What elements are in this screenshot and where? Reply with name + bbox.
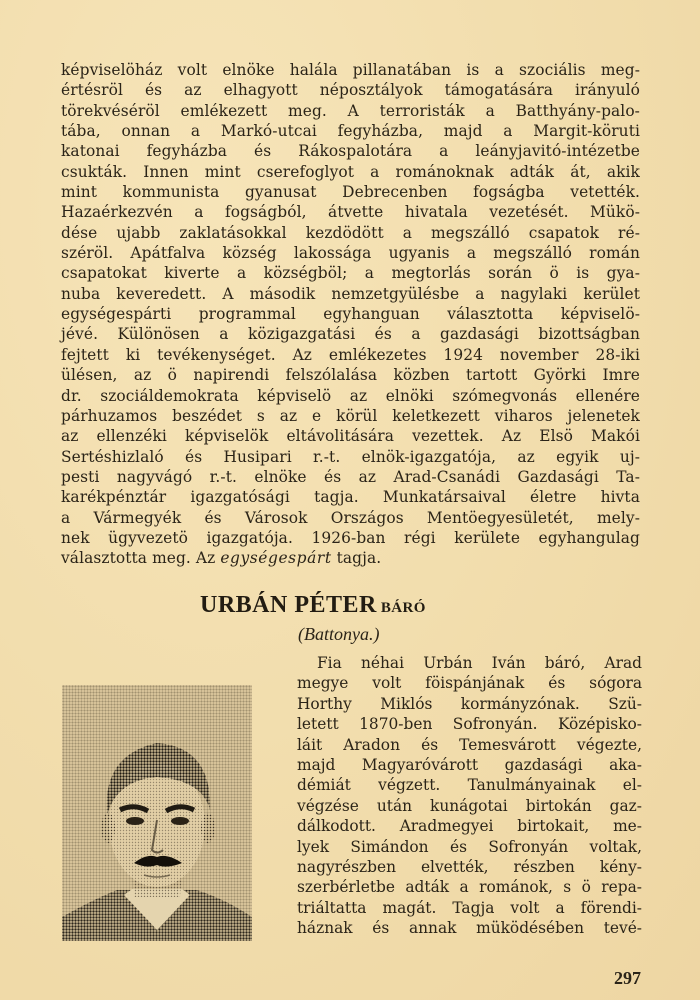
last-line-suffix: tagja. <box>331 549 382 568</box>
bio-line: lyek Simándon és Sofronyán voltak, <box>297 837 642 856</box>
portrait-figure-icon <box>62 685 252 941</box>
previous-entry-text <box>61 60 640 569</box>
text-line: dr. szociáldemokrata képviselö az elnöki szómegvonás ellenére <box>61 386 640 405</box>
bio-line: szerbérletbe adták a románok, s ö repa- <box>297 878 642 897</box>
text-line: ülésen, az ö napirendi felszólalása közben tartott Györki Imre <box>61 366 640 385</box>
text-line: katonai fegyházba és Rákospalotára a leányjavitó-intézetbe <box>61 142 640 161</box>
bio-line: triáltatta magát. Tagja volt a förendi- <box>297 898 642 917</box>
text-line: mint kommunista gyanusat Debrecenben fogságba vetették. <box>61 183 640 202</box>
bio-line: megye volt föispánjának és sógora <box>297 674 642 693</box>
page-number: 297 <box>614 968 641 988</box>
text-line: párhuzamos beszédet s az e körül keletkezett viharos jelenetek <box>61 406 640 425</box>
bio-line: végzése után kunágotai birtokán gaz- <box>297 796 642 815</box>
bio-line: Horthy Miklós kormányzónak. Szü- <box>297 694 642 713</box>
text-line: értésröl és az elhagyott néposztályok támogatására irányuló <box>61 81 640 100</box>
text-line: dése ujabb zaklatásokkal kezdödött a megszálló csapatok ré- <box>61 223 640 242</box>
text-line: képviselöház volt elnöke halála pillanatában is a szociális meg- <box>61 61 640 79</box>
bio-line: majd Magyaróvárott gazdasági aka- <box>297 755 642 774</box>
bio-line: letett 1870-ben Sofronyán. Középisko- <box>297 715 642 734</box>
entry-biography <box>297 653 642 938</box>
text-line: csapatokat kiverte a községböl; a megtorlás során ö is gya- <box>61 264 640 283</box>
text-line: csukták. Innen mint cserefoglyot a románoknak adták át, akik <box>61 162 640 181</box>
text-line: tába, onnan a Markó-utcai fegyházba, majd a Margit-köruti <box>61 122 640 141</box>
text-line: törekvéséröl emlékezett meg. A terroristák a Batthyány-palo- <box>61 101 640 120</box>
text-line: jévé. Különösen a közigazgatási és a gazdasági bizottságban <box>61 325 640 344</box>
text-line: a Vármegyék és Városok Országos Mentöegyesületét, mely- <box>61 508 640 527</box>
text-line: nuba keveredett. A második nemzetgyülésbe a nagylaki kerület <box>61 284 640 303</box>
bio-line: démiát végzett. Tanulmányainak el- <box>297 776 642 795</box>
entry-name: URBÁN PÉTER <box>200 592 377 618</box>
text-line: pesti nagyvágó r.-t. elnöke és az Arad-Csanádi Gazdasági Ta- <box>61 467 640 486</box>
last-line-prefix: választotta meg. Az <box>61 549 221 568</box>
portrait-photo <box>62 685 252 941</box>
text-line: nek ügyvezetö igazgatója. 1926-ban régi kerülete egyhangulag <box>61 528 640 547</box>
text-line-last <box>61 548 640 568</box>
bio-line: dálkodott. Aradmegyei birtokait, me- <box>297 817 642 836</box>
entry-title: BÁRÓ <box>380 600 426 616</box>
text-line: Sertéshizlaló és Husipari r.-t. elnök-igazgatója, az egyik uj- <box>61 447 640 466</box>
entry-heading <box>200 592 500 619</box>
entry-place: (Battonya.) <box>298 624 380 644</box>
text-line: fejtett ki tevékenységet. Az emlékezetes 1924 november 28-iki <box>61 345 640 364</box>
bio-line: háznak és annak müködésében tevé- <box>297 919 642 938</box>
bio-line: Fia néhai Urbán Iván báró, Arad <box>317 654 642 672</box>
party-name-italic: egységespárt <box>220 549 332 568</box>
text-line: Hazaérkezvén a fogságból, átvette hivatala vezetését. Mükö- <box>61 203 640 222</box>
text-line: széröl. Apátfalva község lakossága ugyanis a megszálló román <box>61 244 640 263</box>
text-line: az ellenzéki képviselök eltávolitására vezettek. Az Elsö Makói <box>61 427 640 446</box>
bio-line: láit Aradon és Temesvárott végezte, <box>297 735 642 754</box>
text-line: egységespárti programmal egyhanguan választotta képviselö- <box>61 305 640 324</box>
bio-line: nagyrészben elvették, részben kény- <box>297 857 642 876</box>
text-line: karékpénztár igazgatósági tagja. Munkatársaival életre hivta <box>61 488 640 507</box>
